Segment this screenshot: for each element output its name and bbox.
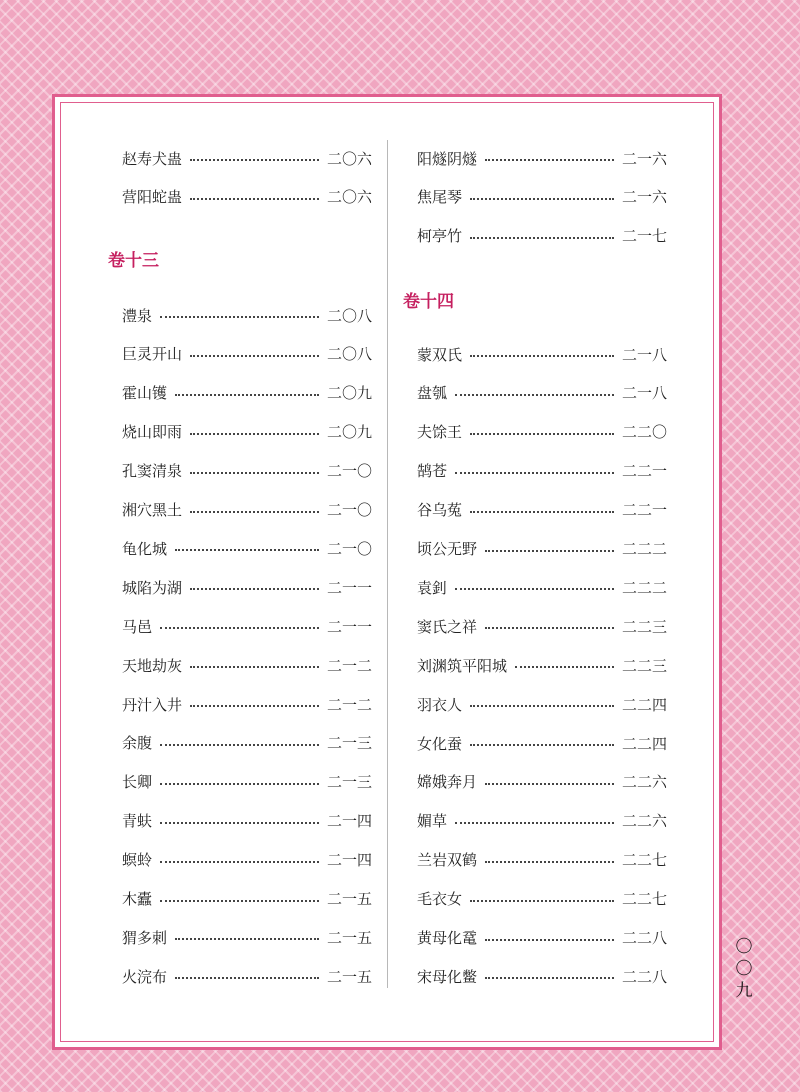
dot-leader xyxy=(175,549,319,551)
toc-entry-page: 二二〇 xyxy=(621,423,667,442)
toc-entry[interactable] xyxy=(122,615,372,637)
dot-leader xyxy=(470,744,614,746)
dot-leader xyxy=(160,900,319,902)
page-number xyxy=(730,936,758,1002)
toc-entry[interactable] xyxy=(122,654,372,676)
toc-entry-title: 巨灵开山 xyxy=(122,345,183,364)
dot-leader xyxy=(485,861,614,863)
toc-entry[interactable] xyxy=(122,732,372,754)
toc-entry-title: 谷乌菟 xyxy=(417,501,463,520)
toc-entry-title: 龟化城 xyxy=(122,539,168,558)
toc-entry[interactable] xyxy=(417,225,667,247)
toc-entry-page: 二二八 xyxy=(621,929,667,947)
toc-entry-title: 湘穴黑土 xyxy=(122,501,183,519)
toc-entry-page: 二一五 xyxy=(326,967,372,986)
toc-entry-page: 二一四 xyxy=(326,812,372,831)
toc-entry-page: 二二四 xyxy=(621,695,667,714)
dot-leader xyxy=(160,627,319,629)
toc-entry-title: 猬多刺 xyxy=(122,928,168,947)
dot-leader xyxy=(470,511,614,513)
dot-leader xyxy=(190,198,319,200)
toc-entry-page: 二一一 xyxy=(326,617,372,636)
dot-leader xyxy=(190,433,319,435)
dot-leader xyxy=(190,666,319,668)
dot-leader xyxy=(455,394,614,396)
toc-entry-title: 焦尾琴 xyxy=(417,188,463,207)
dot-leader xyxy=(175,394,319,396)
toc-entry-page: 二一一 xyxy=(326,578,372,597)
toc-entry[interactable] xyxy=(417,499,667,521)
toc-entry-title: 天地劫灰 xyxy=(122,656,183,675)
dot-leader xyxy=(160,822,319,824)
toc-entry[interactable] xyxy=(122,304,372,326)
toc-entry[interactable] xyxy=(417,576,667,598)
toc-entry-page: 二一六 xyxy=(621,149,667,168)
dot-leader xyxy=(175,977,319,979)
dot-leader xyxy=(485,550,614,552)
toc-entry-page: 二二二 xyxy=(621,540,667,558)
page-number-digit: 九 xyxy=(735,981,753,1001)
dot-leader xyxy=(455,472,614,474)
toc-entry[interactable] xyxy=(122,771,372,793)
dot-leader xyxy=(175,938,319,940)
toc-entry[interactable] xyxy=(122,499,372,521)
toc-entry-title: 霍山镬 xyxy=(122,384,168,403)
toc-entry-title: 火浣布 xyxy=(122,967,168,986)
page-number-digit: 〇 xyxy=(735,959,753,979)
dot-leader xyxy=(485,783,614,785)
toc-entry[interactable] xyxy=(417,693,667,715)
dot-leader xyxy=(190,705,319,707)
dot-leader xyxy=(190,511,319,513)
toc-entry-page: 二〇九 xyxy=(326,384,372,403)
toc-entry-page: 二二三 xyxy=(621,617,667,636)
toc-entry[interactable] xyxy=(122,421,372,443)
toc-entry[interactable] xyxy=(417,927,667,949)
toc-entry-page: 二〇六 xyxy=(326,188,372,207)
toc-entry[interactable] xyxy=(417,888,667,910)
toc-entry-title: 马邑 xyxy=(122,617,153,636)
toc-entry[interactable] xyxy=(122,382,372,404)
dot-leader xyxy=(190,588,319,590)
toc-entry-title: 女化蚕 xyxy=(417,734,463,753)
dot-leader xyxy=(470,355,614,357)
toc-entry-page: 二二六 xyxy=(621,812,667,831)
toc-entry-page: 二一〇 xyxy=(326,501,372,519)
dot-leader xyxy=(485,627,614,629)
toc-entry-page: 二二八 xyxy=(621,967,667,986)
toc-entry[interactable] xyxy=(417,538,667,560)
toc-entry-title: 澧泉 xyxy=(122,306,153,325)
toc-entry[interactable] xyxy=(417,147,667,169)
toc-entry-title: 宋母化鳖 xyxy=(417,967,478,986)
toc-entry[interactable] xyxy=(417,849,667,871)
toc-entry[interactable] xyxy=(122,147,372,169)
column-divider xyxy=(387,140,388,988)
toc-entry-page: 二二二 xyxy=(621,578,667,597)
dot-leader xyxy=(455,588,614,590)
toc-entry-page: 二一三 xyxy=(326,734,372,753)
dot-leader xyxy=(160,861,319,863)
toc-entry[interactable] xyxy=(122,693,372,715)
dot-leader xyxy=(160,744,319,746)
toc-entry[interactable] xyxy=(122,926,372,948)
toc-entry-title: 毛衣女 xyxy=(417,890,463,909)
toc-entry[interactable] xyxy=(122,965,372,987)
toc-entry[interactable] xyxy=(417,965,667,987)
toc-entry-title: 长卿 xyxy=(122,773,153,792)
toc-entry-title: 盘瓠 xyxy=(417,384,448,403)
toc-entry-page: 二二七 xyxy=(621,890,667,909)
toc-entry[interactable] xyxy=(417,343,667,365)
toc-entry-page: 二〇九 xyxy=(326,423,372,442)
section-heading: 卷十四 xyxy=(403,292,454,312)
toc-entry[interactable] xyxy=(417,421,667,443)
toc-entry-page: 二二一 xyxy=(621,462,667,481)
dot-leader xyxy=(190,159,319,161)
toc-entry-page: 二一八 xyxy=(621,384,667,403)
toc-entry-title: 羽衣人 xyxy=(417,695,463,714)
toc-entry[interactable] xyxy=(122,849,372,871)
toc-entry[interactable] xyxy=(417,771,667,793)
toc-entry[interactable] xyxy=(122,576,372,598)
toc-entry-page: 二二一 xyxy=(621,501,667,520)
toc-entry[interactable] xyxy=(417,615,667,637)
toc-entry-page: 二一三 xyxy=(326,773,372,792)
dot-leader xyxy=(160,783,319,785)
section-heading: 卷十三 xyxy=(108,251,159,271)
toc-entry-page: 二一五 xyxy=(326,928,372,947)
toc-entry[interactable] xyxy=(122,186,372,208)
toc-entry-title: 木蠹 xyxy=(122,890,153,908)
toc-entry-title: 顷公无野 xyxy=(417,540,478,558)
toc-entry[interactable] xyxy=(417,810,667,832)
dot-leader xyxy=(190,355,319,357)
toc-entry-page: 二〇八 xyxy=(326,345,372,364)
toc-entry-page: 二一二 xyxy=(326,695,372,714)
toc-entry-page: 二一七 xyxy=(621,227,667,246)
dot-leader xyxy=(470,237,614,239)
toc-entry-title: 媚草 xyxy=(417,812,448,831)
toc-entry-title: 阳燧阴燧 xyxy=(417,149,478,168)
toc-entry-title: 窦氏之祥 xyxy=(417,617,478,636)
toc-entry[interactable] xyxy=(122,460,372,482)
dot-leader xyxy=(470,705,614,707)
toc-entry[interactable] xyxy=(417,732,667,754)
toc-entry-page: 二一六 xyxy=(621,188,667,207)
toc-entry-title: 余腹 xyxy=(122,734,153,753)
toc-entry-page: 二二七 xyxy=(621,851,667,870)
dot-leader xyxy=(190,472,319,474)
toc-entry-title: 刘渊筑平阳城 xyxy=(417,656,508,675)
toc-entry-title: 青蚨 xyxy=(122,812,153,831)
toc-entry-title: 夫馀王 xyxy=(417,423,463,442)
toc-entry-title: 黄母化鼋 xyxy=(417,929,478,947)
dot-leader xyxy=(455,822,614,824)
toc-entry[interactable] xyxy=(417,382,667,404)
toc-entry-page: 二一五 xyxy=(326,890,372,908)
toc-entry-page: 二一二 xyxy=(326,656,372,675)
toc-entry-page: 二一〇 xyxy=(326,539,372,558)
toc-entry-page: 二〇八 xyxy=(326,306,372,325)
toc-entry-title: 螟蛉 xyxy=(122,851,153,870)
page-number-digit: 〇 xyxy=(735,937,753,957)
toc-entry[interactable] xyxy=(122,537,372,559)
toc-entry[interactable] xyxy=(122,810,372,832)
toc-entry-page: 二二六 xyxy=(621,773,667,792)
toc-entry-page: 二一〇 xyxy=(326,462,372,481)
toc-entry-title: 嫦娥奔月 xyxy=(417,773,478,792)
toc-entry-title: 烧山即雨 xyxy=(122,423,183,442)
toc-entry[interactable] xyxy=(417,654,667,676)
dot-leader xyxy=(485,159,614,161)
toc-entry-title: 孔窦清泉 xyxy=(122,462,183,481)
toc-entry-title: 丹汁入井 xyxy=(122,695,183,714)
toc-entry[interactable] xyxy=(417,186,667,208)
toc-entry[interactable] xyxy=(417,460,667,482)
toc-entry-page: 二二三 xyxy=(621,656,667,675)
toc-entry-title: 赵寿犬蛊 xyxy=(122,149,183,168)
toc-entry-title: 城陷为湖 xyxy=(122,578,183,597)
toc-entry-title: 鹄苍 xyxy=(417,462,448,481)
dot-leader xyxy=(160,316,319,318)
toc-entry-page: 二〇六 xyxy=(326,149,372,168)
toc-entry[interactable] xyxy=(122,888,372,910)
dot-leader xyxy=(470,433,614,435)
toc-entry-title: 蒙双氏 xyxy=(417,345,463,364)
dot-leader xyxy=(485,939,614,941)
dot-leader xyxy=(515,666,614,668)
toc-entry-page: 二一四 xyxy=(326,851,372,870)
dot-leader xyxy=(485,977,614,979)
toc-entry-page: 二一八 xyxy=(621,345,667,364)
toc-entry[interactable] xyxy=(122,343,372,365)
toc-entry-title: 营阳蛇蛊 xyxy=(122,188,183,207)
dot-leader xyxy=(470,900,614,902)
toc-entry-title: 柯亭竹 xyxy=(417,227,463,246)
toc-entry-page: 二二四 xyxy=(621,734,667,753)
toc-entry-title: 兰岩双鹤 xyxy=(417,851,478,870)
toc-entry-title: 袁釗 xyxy=(417,578,448,597)
dot-leader xyxy=(470,198,614,200)
